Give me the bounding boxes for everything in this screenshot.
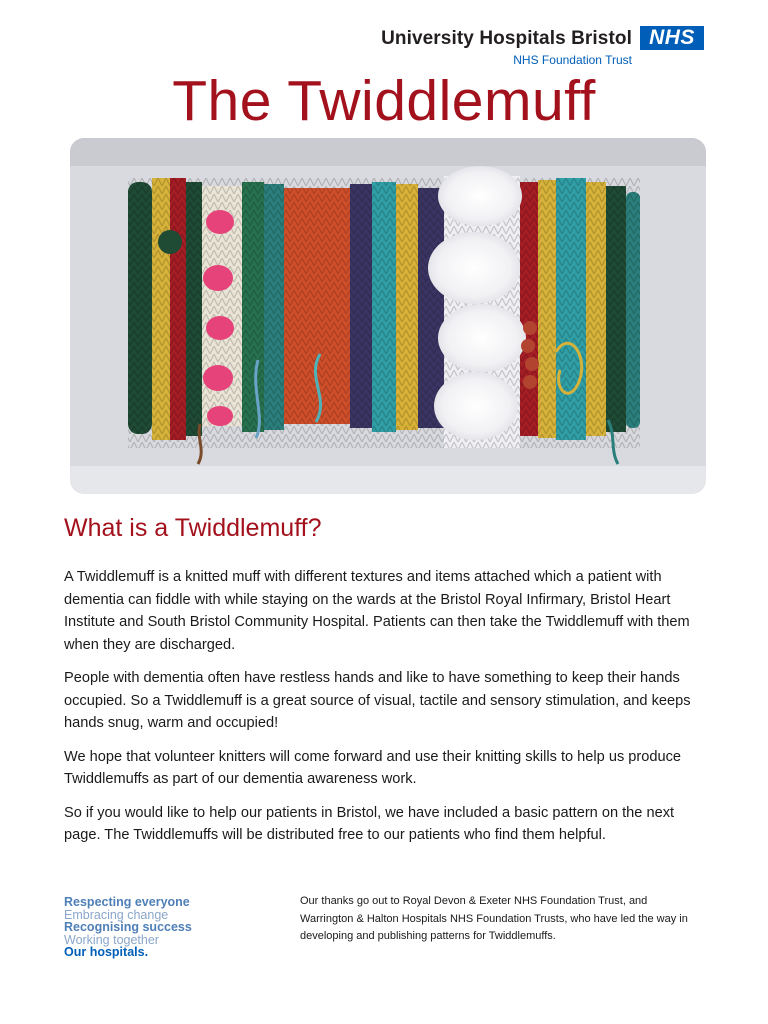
paragraph: We hope that volunteer knitters will come forward and use their knitting skills to help us produce Twiddlemuffs as part of our dementia awareness work.: [64, 748, 682, 787]
section-heading: What is a Twiddlemuff?: [64, 514, 322, 542]
twiddlemuff-illustration: [70, 138, 706, 494]
paragraph: A Twiddlemuff is a knitted muff with different textures and items attached which a patient with dementia can fiddle with while staying on the wards at the Bristol Royal Infirmary, Bristol Heart Institute and South Bristol Community Hospital. Patients can then take the Twiddlemuff with them when they are discharged.: [64, 569, 690, 653]
organisation-name: University Hospitals Bristol: [381, 28, 632, 49]
nhs-logo: NHS: [640, 26, 704, 50]
value-line: Respecting everyone: [64, 895, 190, 909]
organisation-subtitle: NHS Foundation Trust: [513, 53, 632, 67]
value-line: Embracing change: [64, 907, 169, 922]
knitted-muff: [128, 176, 640, 448]
paragraph: People with dementia often have restless hands and like to have something to keep their hands occupied. So a Twiddlemuff is a great source of visual, tactile and sensory stimulation, and keeps hands snug, warm and occupied!: [64, 670, 691, 731]
header-logo-block: [381, 26, 704, 67]
paragraph: So if you would like to help our patients in Bristol, we have included a basic pattern on the next page. The Twiddlemuffs will be distributed free to our patients who find them helpful.: [64, 804, 675, 843]
page-title: The Twiddlemuff: [172, 69, 596, 133]
body-text: [64, 566, 692, 858]
value-line: Recognising success: [64, 920, 192, 934]
acknowledgement-text: Our thanks go out to Royal Devon & Exeter NHS Foundation Trust, and Warrington & Halton Hospitals NHS Foundation Trusts, who have led the way in developing and publishing patterns for Twiddlemuffs.: [300, 895, 688, 942]
value-line: Working together: [64, 932, 159, 947]
trust-values: [64, 896, 192, 959]
twiddlemuff-photo: [70, 138, 706, 494]
value-line: Our hospitals.: [64, 945, 149, 959]
